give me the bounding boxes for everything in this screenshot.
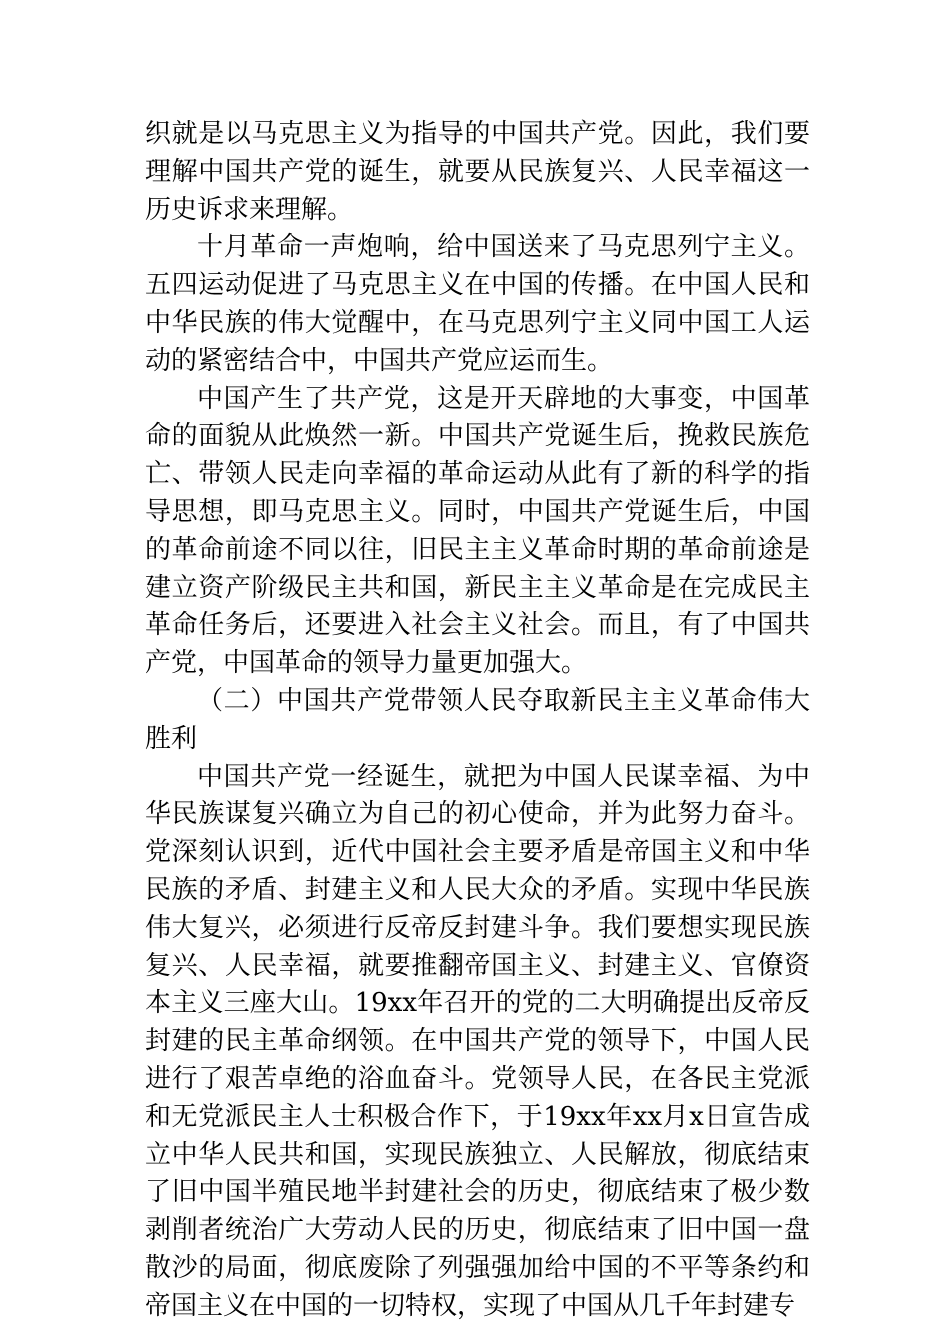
paragraph-party-founding: 中国产生了共产党，这是开天辟地的大事变，中国革命的面貌从此焕然一新。中国共产党诞生后，挽救民族危亡、带领人民走向幸福的革命运动从此有了新的科学的指导思想，即马克思主义。同时，中国共产党诞生后，中国的革命前途不同以往，旧民主主义革命时期的革命前途是建立资产阶级民主共和国，新民主主义革命是在完成民主革命任务后，还要进入社会主义社会。而且，有了中国共产党，中国革命的领导力量更加强大。 — [145, 383, 810, 679]
section-heading: （二）中国共产党带领人民夺取新民主主义革命伟大胜利 — [145, 685, 810, 754]
paragraph-october-revolution: 十月革命一声炮响，给中国送来了马克思列宁主义。五四运动促进了马克思主义在中国的传播。在中国人民和中华民族的伟大觉醒中，在马克思列宁主义同中国工人运动的紧密结合中，中国共产党应运而生。 — [145, 232, 810, 376]
paragraph-continuation: 织就是以马克思主义为指导的中国共产党。因此，我们要理解中国共产党的诞生，就要从民族复兴、人民幸福这一历史诉求来理解。 — [145, 119, 810, 225]
document-body — [145, 116, 810, 1326]
paragraph-new-democratic-revolution: 中国共产党一经诞生，就把为中国人民谋幸福、为中华民族谋复兴确立为自己的初心使命，并为此努力奋斗。党深刻认识到，近代中国社会主要矛盾是帝国主义和中华民族的矛盾、封建主义和人民大众的矛盾。实现中华民族伟大复兴，必须进行反帝反封建斗争。我们要想实现民族复兴、人民幸福，就要推翻帝国主义、封建主义、官僚资本主义三座大山。19xx年召开的党的二大明确提出反帝反封建的民主革命纲领。在中国共产党的领导下，中国人民进行了艰苦卓绝的浴血奋斗。党领导人民，在各民主党派和无党派民主人士积极合作下，于19xx年xx月x日宣告成立中华人民共和国，实现民族独立、人民解放，彻底结束了旧中国半殖民地半封建社会的历史，彻底结束了极少数剥削者统治广大劳动人民的历史，彻底结束了旧中国一盘散沙的局面，彻底废除了列强强加给中国的不平等条约和帝国主义在中国的一切特权，实现了中国从几千年封建专 — [145, 761, 810, 1321]
